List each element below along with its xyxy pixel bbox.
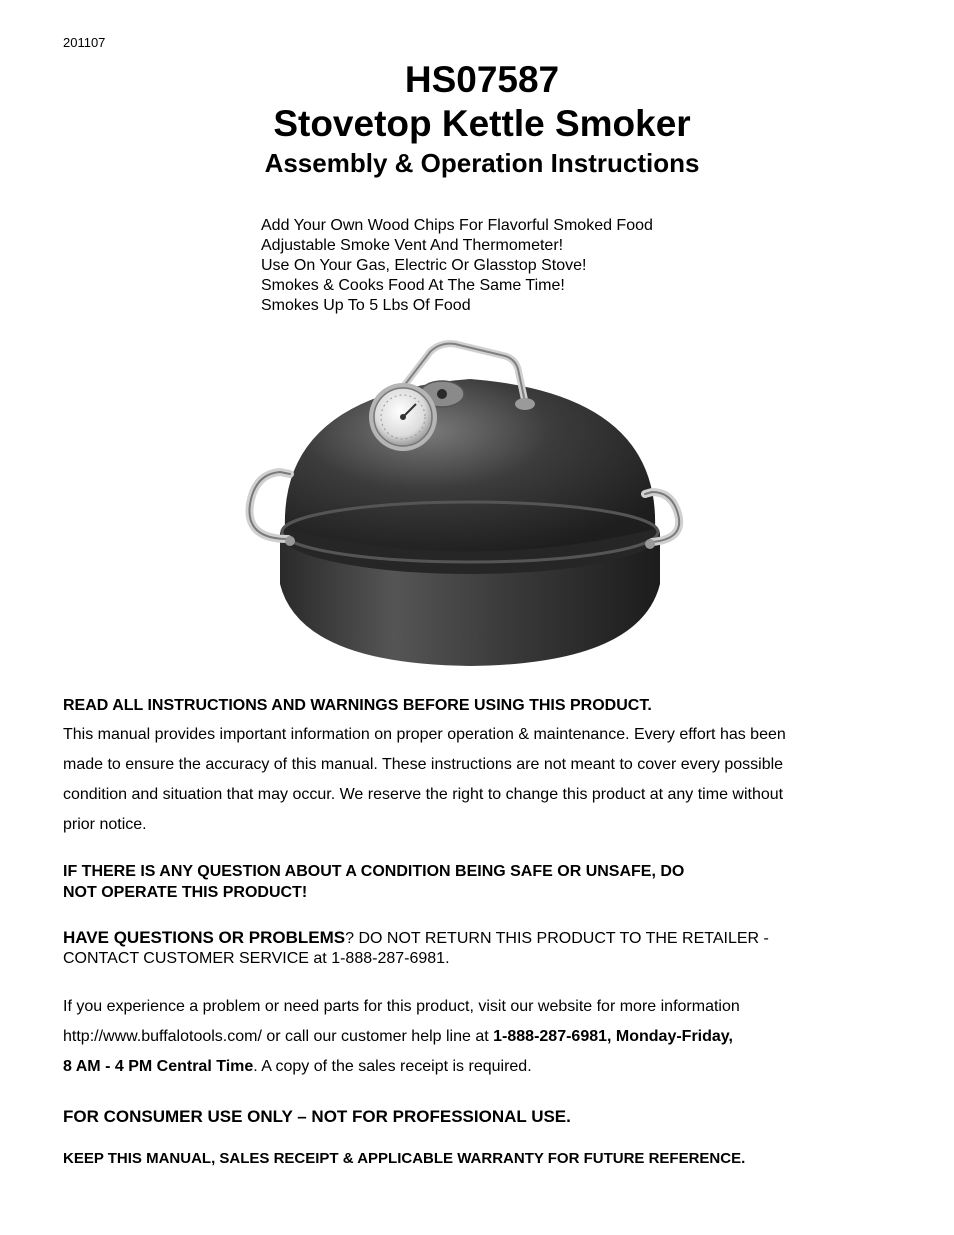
feature-list — [261, 216, 653, 316]
feature-item: Adjustable Smoke Vent And Thermometer! — [261, 237, 564, 254]
questions-text: ? DO NOT RETURN THIS PRODUCT TO THE RETAILER - — [345, 930, 769, 947]
safety-warning-line: NOT OPERATE THIS PRODUCT! — [63, 884, 308, 901]
support-line: If you experience a problem or need parts for this product, visit our website for more information — [63, 998, 740, 1015]
consumer-use-notice: FOR CONSUMER USE ONLY – NOT FOR PROFESSIONAL USE. — [63, 1107, 571, 1126]
smoker-product-image — [240, 334, 690, 674]
questions-heading: HAVE QUESTIONS OR PROBLEMS — [63, 928, 346, 947]
support-website-text: http://www.buffalotools.com/ or call our customer help line at — [63, 1028, 494, 1045]
read-instructions-warning: READ ALL INSTRUCTIONS AND WARNINGS BEFORE USING THIS PRODUCT. — [63, 697, 652, 714]
support-receipt-note: . A copy of the sales receipt is required. — [253, 1058, 532, 1075]
feature-item: Smokes & Cooks Food At The Same Time! — [261, 277, 565, 294]
feature-item: Add Your Own Wood Chips For Flavorful Smoked Food — [261, 217, 653, 234]
manual-line: This manual provides important information on proper operation & maintenance. Every effort has been — [63, 726, 786, 743]
questions-contact: CONTACT CUSTOMER SERVICE at 1-888-287-6981. — [63, 950, 450, 967]
feature-item: Smokes Up To 5 Lbs Of Food — [261, 297, 471, 314]
safety-warning — [63, 861, 684, 903]
support-time: 8 AM - 4 PM Central Time — [63, 1058, 254, 1075]
manual-description — [63, 720, 863, 840]
product-name: Stovetop Kettle Smoker — [273, 103, 691, 144]
manual-line: made to ensure the accuracy of this manual. These instructions are not meant to cover every possible — [63, 756, 784, 773]
questions-notice — [63, 928, 863, 969]
document-subtitle: Assembly & Operation Instructions — [264, 148, 700, 178]
document-code: 201107 — [63, 35, 106, 50]
feature-item: Use On Your Gas, Electric Or Glasstop Stove! — [261, 257, 587, 274]
safety-warning-line: IF THERE IS ANY QUESTION ABOUT A CONDITION BEING SAFE OR UNSAFE, DO — [63, 863, 685, 880]
keep-manual-notice: KEEP THIS MANUAL, SALES RECEIPT & APPLICABLE WARRANTY FOR FUTURE REFERENCE. — [63, 1150, 746, 1167]
title-block — [0, 58, 954, 180]
manual-line: prior notice. — [63, 816, 147, 833]
support-phone-hours: 1-888-287-6981, Monday-Friday, — [493, 1028, 733, 1045]
thermometer-gauge — [369, 383, 437, 451]
support-info — [63, 992, 863, 1082]
model-number: HS07587 — [404, 59, 560, 100]
manual-line: condition and situation that may occur. We reserve the right to change this product at any time without — [63, 786, 784, 803]
dome-lid — [282, 379, 658, 562]
